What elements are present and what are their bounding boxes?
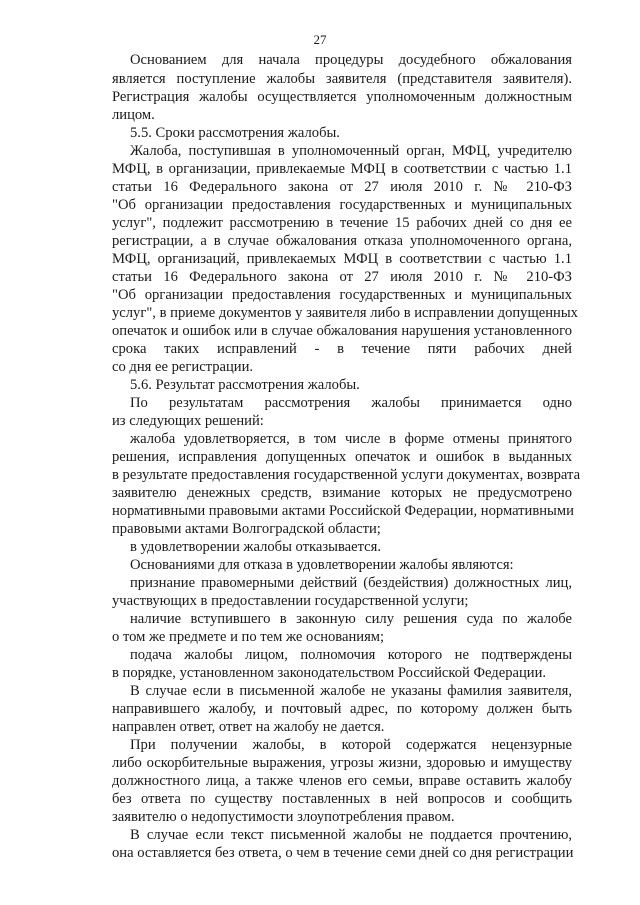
text-line: МФЦ, в организации, привлекаемые МФЦ в соответствии с частью 1.1 (112, 161, 572, 177)
text-line: В случае если в письменной жалобе не указаны фамилия заявителя, (130, 683, 572, 699)
text-line: о том же предмете и по тем же основаниям; (112, 629, 385, 645)
text-line: участвующих в предоставлении государственной услуги; (112, 593, 469, 609)
text-line: либо оскорбительные выражения, угрозы жизни, здоровью и имуществу (112, 755, 572, 771)
text-line: заявителю о недопустимости злоупотребления правом. (112, 809, 455, 825)
text-line: Жалоба, поступившая в уполномоченный орган, МФЦ, учредителю (130, 143, 572, 159)
text-line: жалоба удовлетворяется, в том числе в форме отмены принятого (130, 431, 572, 447)
text-line: опечаток и ошибок или в случае обжалования нарушения установленного (112, 323, 572, 339)
text-line: 5.6. Результат рассмотрения жалобы. (130, 377, 360, 393)
text-line: Основаниями для отказа в удовлетворении жалобы являются: (130, 557, 514, 573)
text-line: При получении жалобы, в которой содержатся нецензурные (130, 737, 572, 753)
text-line: По результатам рассмотрения жалобы принимается одно (130, 395, 572, 411)
page-number: 27 (313, 32, 327, 47)
text-line: подача жалобы лицом, полномочия которого не подтверждены (130, 647, 572, 663)
text-line: услуг", подлежит рассмотрению в течение 15 рабочих дней со дня ее (112, 215, 572, 231)
text-line: наличие вступившего в законную силу решения суда по жалобе (130, 611, 572, 627)
text-line: регистрации, а в случае обжалования отказа уполномоченного органа, (112, 233, 572, 249)
text-line: лицом. (112, 107, 155, 123)
text-line: статьи 16 Федерального закона от 27 июля 2010 г. № 210-ФЗ (112, 269, 572, 285)
text-line: в удовлетворении жалобы отказывается. (130, 539, 382, 555)
text-line: Основанием для начала процедуры досудебного обжалования (130, 52, 572, 68)
text-line: "Об организации предоставления государственных и муниципальных (112, 197, 572, 213)
text-line: статьи 16 Федерального закона от 27 июля 2010 г. № 210-ФЗ (112, 179, 572, 195)
text-line: в результате предоставления государственной услуги документах, возврата (112, 467, 581, 483)
text-line: МФЦ, организаций, привлекаемых МФЦ в соответствии с частью 1.1 (112, 251, 572, 267)
text-line: услуг", в приеме документов у заявителя либо в исправлении допущенных (112, 305, 578, 321)
text-line: признание правомерными действий (бездействия) должностных лиц, (130, 575, 572, 591)
text-line: нормативными правовыми актами Российской Федерации, нормативными (112, 503, 574, 519)
text-line: направлен ответ, ответ на жалобу не дается. (112, 719, 385, 735)
text-line: Регистрация жалобы осуществляется уполномоченным должностным (112, 89, 572, 105)
text-line: срока таких исправлений - в течение пяти рабочих дней (112, 341, 572, 357)
text-line: в порядке, установленном законодательством Российской Федерации. (112, 665, 547, 681)
text-line: без ответа по существу поставленных в ней вопросов и сообщить (112, 791, 572, 807)
text-line: правовыми актами Волгоградской области; (112, 521, 381, 537)
text-line: 5.5. Сроки рассмотрения жалобы. (130, 125, 340, 141)
text-line: является поступление жалобы заявителя (представителя заявителя). (112, 71, 572, 87)
text-line: В случае если текст письменной жалобы не поддается прочтению, (130, 827, 572, 843)
text-line: она оставляется без ответа, о чем в течение семи дней со дня регистрации (112, 845, 574, 861)
text-line: решения, исправления допущенных опечаток и ошибок в выданных (112, 449, 572, 465)
text-line: должностного лица, а также членов его семьи, вправе оставить жалобу (112, 773, 572, 789)
text-line: заявителю денежных средств, взимание которых не предусмотрено (112, 485, 572, 501)
text-line: из следующих решений: (112, 413, 264, 429)
text-line: "Об организации предоставления государственных и муниципальных (112, 287, 572, 303)
text-line: со дня ее регистрации. (112, 359, 254, 375)
text-line: направившего жалобу, и почтовый адрес, по которому должен быть (112, 701, 572, 717)
